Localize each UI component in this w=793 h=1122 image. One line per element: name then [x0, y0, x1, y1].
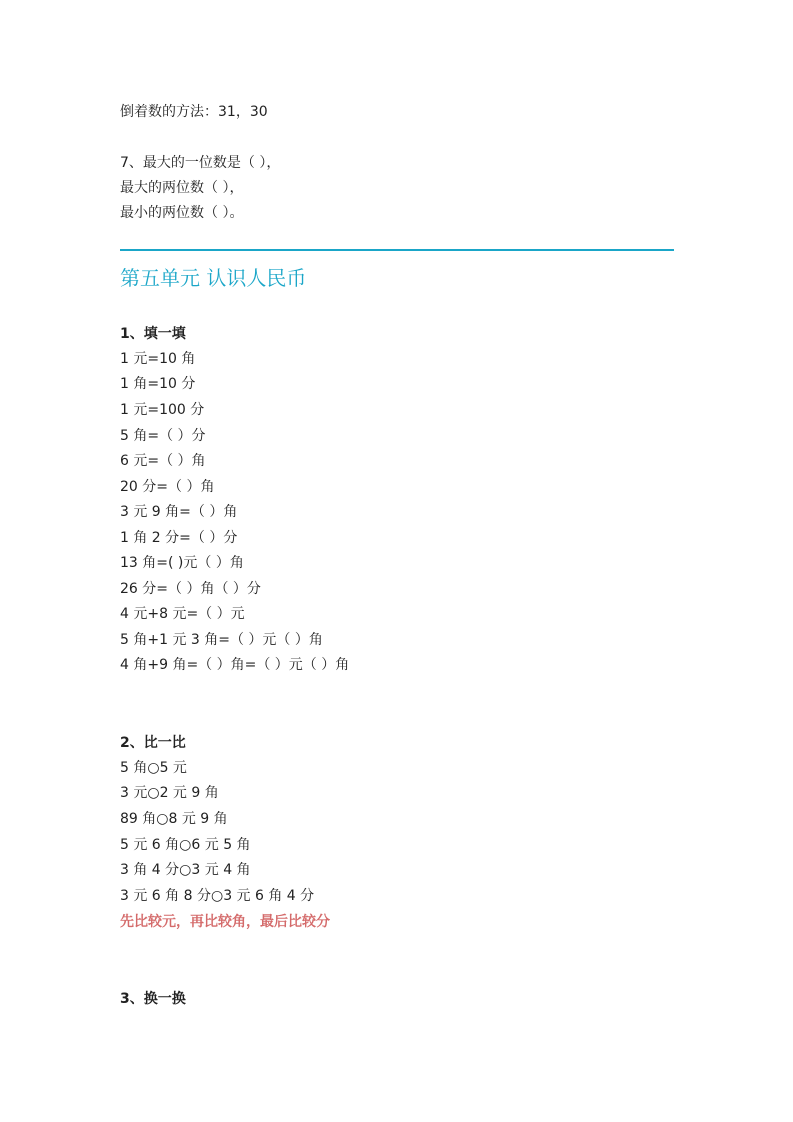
question-7-line-2: 最大的两位数（ ）， — [120, 180, 244, 196]
fill-section-heading: 1、填一填 — [120, 326, 186, 342]
fill-item: 4 元+8 元=（ ）元 — [120, 606, 245, 622]
section-divider — [120, 249, 674, 251]
fill-item: 20 分=（ ）角 — [120, 479, 215, 495]
compare-item: 5 角○5 元 — [120, 760, 187, 776]
fill-item: 5 角+1 元 3 角=（ ）元（ ）角 — [120, 632, 323, 648]
countdown-method-text: 倒着数的方法：31，30 — [120, 104, 268, 120]
fill-item: 1 角 2 分=（ ）分 — [120, 530, 238, 546]
fill-item: 26 分=（ ）角（ ）分 — [120, 581, 261, 597]
fill-item: 4 角+9 角=（ ）角=（ ）元（ ）角 — [120, 657, 350, 673]
fill-item: 1 元=100 分 — [120, 402, 205, 418]
question-7-line-1: 7、最大的一位数是（ ）， — [120, 155, 281, 171]
fill-item: 13 角=( )元（ ）角 — [120, 555, 244, 571]
fill-item: 6 元=（ ）角 — [120, 453, 206, 469]
compare-section-heading: 2、比一比 — [120, 735, 186, 751]
compare-item: 3 元 6 角 8 分○3 元 6 角 4 分 — [120, 888, 315, 904]
fill-item: 1 角=10 分 — [120, 376, 196, 392]
compare-item: 3 元○2 元 9 角 — [120, 785, 219, 801]
fill-item: 3 元 9 角=（ ）角 — [120, 504, 238, 520]
question-7-line-3: 最小的两位数（ ）。 — [120, 205, 244, 221]
fill-item: 1 元=10 角 — [120, 351, 196, 367]
fill-item: 5 角=（ ）分 — [120, 428, 206, 444]
compare-tip: 先比较元，再比较角，最后比较分 — [120, 914, 330, 930]
compare-item: 3 角 4 分○3 元 4 角 — [120, 862, 251, 878]
unit-title: 第五单元 认识人民币 — [120, 266, 307, 290]
exchange-section-heading: 3、换一换 — [120, 991, 186, 1007]
compare-item: 5 元 6 角○6 元 5 角 — [120, 837, 251, 853]
compare-item: 89 角○8 元 9 角 — [120, 811, 228, 827]
